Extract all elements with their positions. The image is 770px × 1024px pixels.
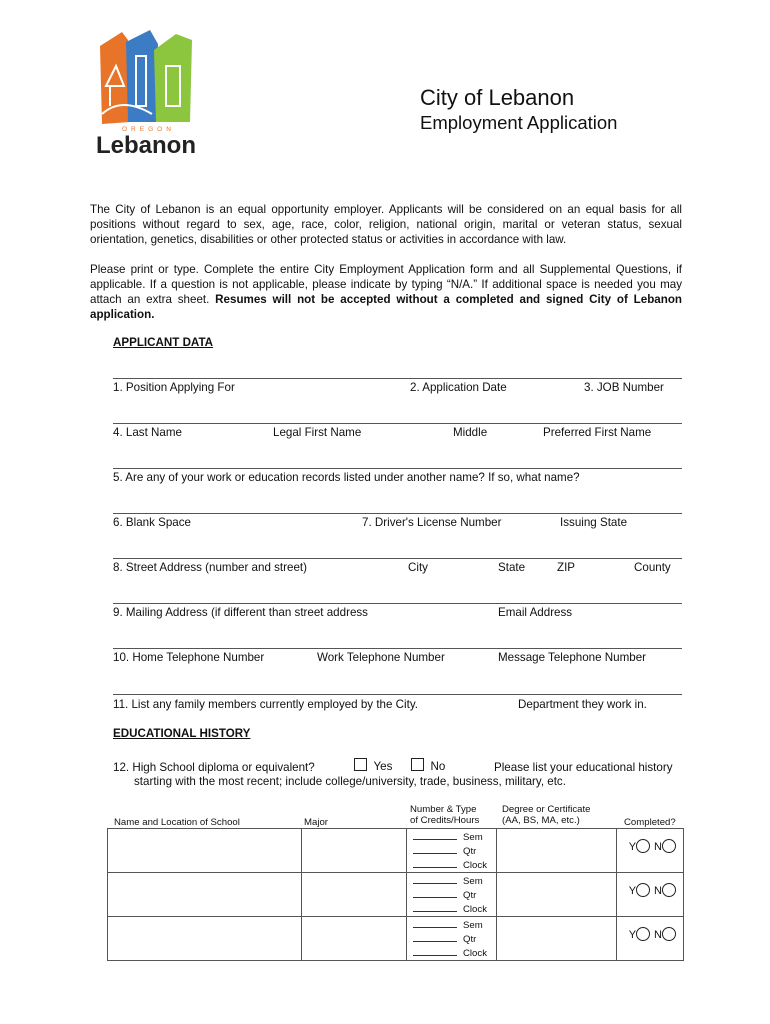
application-date-field[interactable]: 2. Application Date xyxy=(410,381,507,394)
city-logo xyxy=(92,26,204,159)
q12-label: 12. High School diploma or equivalent? xyxy=(113,761,315,774)
page-title: City of Lebanon xyxy=(420,85,575,110)
y-label: Y xyxy=(628,841,637,853)
unit-sem: Sem xyxy=(463,920,483,931)
home-phone-field[interactable]: 10. Home Telephone Number xyxy=(113,651,265,664)
col-degree-header xyxy=(502,804,591,826)
preferred-name-field[interactable]: Preferred First Name xyxy=(543,426,652,439)
no-radio[interactable] xyxy=(662,839,676,853)
table-row xyxy=(108,873,684,917)
divider xyxy=(113,558,682,559)
divider xyxy=(113,603,682,604)
unit-qtr: Qtr xyxy=(463,846,477,857)
degree-cell[interactable] xyxy=(497,873,617,917)
middle-name-field[interactable]: Middle xyxy=(453,426,488,439)
yes-checkbox[interactable] xyxy=(354,758,367,771)
list-history-text-2: starting with the most recent; include college/university, trade, business, military, etc. xyxy=(134,775,566,788)
n-label: N xyxy=(654,885,662,897)
school-cell[interactable] xyxy=(108,829,302,873)
degree-cell[interactable] xyxy=(497,829,617,873)
other-name-field[interactable]: 5. Are any of your work or education records listed under another name? If so, what name? xyxy=(113,471,580,484)
col-credits-line1: Number & Type xyxy=(410,804,477,815)
educational-history-heading: EDUCATIONAL HISTORY xyxy=(113,727,251,740)
zip-field[interactable]: ZIP xyxy=(557,561,576,574)
page-subtitle: Employment Application xyxy=(420,112,618,133)
y-label: Y xyxy=(628,929,637,941)
family-members-field[interactable]: 11. List any family members currently employed by the City. xyxy=(113,698,418,711)
yes-radio[interactable] xyxy=(636,839,650,853)
instructions-text: Please print or type. Complete the entire City Employment Application form and all Supplemental Questions, if applicable. If a question is not applicable, please indicate by typing “N/A.” If additional space is needed you may attach an extra sheet. xyxy=(90,263,682,306)
col-completed-header: Completed? xyxy=(624,817,676,828)
degree-cell[interactable] xyxy=(497,917,617,961)
unit-sem: Sem xyxy=(463,876,483,887)
street-address-field[interactable]: 8. Street Address (number and street) xyxy=(113,561,307,574)
unit-clock: Clock xyxy=(463,904,487,915)
applicant-data-heading: APPLICANT DATA xyxy=(113,336,214,349)
unit-sem: Sem xyxy=(463,832,483,843)
major-cell[interactable] xyxy=(302,829,407,873)
logo-lebanon-text: Lebanon xyxy=(96,132,196,159)
last-name-field[interactable]: 4. Last Name xyxy=(113,426,182,439)
unit-qtr: Qtr xyxy=(463,890,477,901)
col-major-header: Major xyxy=(304,817,328,828)
divider xyxy=(113,378,682,379)
instructions-bold: Resumes will not be accepted without a completed and signed City of Lebanon application. xyxy=(90,293,682,321)
unit-clock: Clock xyxy=(463,860,487,871)
col-school-header: Name and Location of School xyxy=(114,817,240,828)
yes-label: Yes xyxy=(373,760,393,773)
yes-radio[interactable] xyxy=(636,927,650,941)
county-field[interactable]: County xyxy=(634,561,671,574)
divider xyxy=(113,513,682,514)
col-degree-line2: (AA, BS, MA, etc.) xyxy=(502,815,580,826)
diploma-no-option[interactable] xyxy=(411,758,445,773)
first-name-field[interactable]: Legal First Name xyxy=(273,426,362,439)
work-phone-field[interactable]: Work Telephone Number xyxy=(317,651,445,664)
city-field[interactable]: City xyxy=(408,561,428,574)
major-cell[interactable] xyxy=(302,873,407,917)
credits-cell[interactable] xyxy=(407,873,497,917)
col-credits-line2: of Credits/Hours xyxy=(410,815,480,826)
credits-cell[interactable] xyxy=(407,917,497,961)
table-row xyxy=(108,829,684,873)
divider xyxy=(113,423,682,424)
yes-radio[interactable] xyxy=(636,883,650,897)
blank-space-field[interactable]: 6. Blank Space xyxy=(113,516,191,529)
email-field[interactable]: Email Address xyxy=(498,606,573,619)
table-row xyxy=(108,917,684,961)
col-degree-line1: Degree or Certificate xyxy=(502,804,591,815)
eeo-statement: The City of Lebanon is an equal opportunity employer. Applicants will be considered on an equal basis for all positions without regard to sex, age, race, color, religion, national origin, marital or veteran status, sexual orientation, genetics, disabilities or other protected status or activities in accordance with law. xyxy=(90,203,682,246)
completed-cell xyxy=(617,873,684,917)
col-credits-header xyxy=(410,804,479,826)
credits-cell[interactable] xyxy=(407,829,497,873)
divider xyxy=(113,694,682,695)
unit-clock: Clock xyxy=(463,948,487,959)
list-history-text: Please list your educational history xyxy=(494,761,673,774)
y-label: Y xyxy=(628,885,637,897)
divider xyxy=(113,468,682,469)
no-checkbox[interactable] xyxy=(411,758,424,771)
no-label: No xyxy=(430,760,446,773)
school-cell[interactable] xyxy=(108,917,302,961)
major-cell[interactable] xyxy=(302,917,407,961)
no-radio[interactable] xyxy=(662,927,676,941)
department-field[interactable]: Department they work in. xyxy=(518,698,647,711)
diploma-yes-option[interactable] xyxy=(354,758,392,773)
completed-cell xyxy=(617,829,684,873)
position-field[interactable]: 1. Position Applying For xyxy=(113,381,235,394)
state-field[interactable]: State xyxy=(498,561,526,574)
unit-qtr: Qtr xyxy=(463,934,477,945)
mailing-address-field[interactable]: 9. Mailing Address (if different than street address xyxy=(113,606,368,619)
completed-cell xyxy=(617,917,684,961)
n-label: N xyxy=(654,929,662,941)
logo-oregon-text: OREGON xyxy=(122,126,175,133)
no-radio[interactable] xyxy=(662,883,676,897)
license-number-field[interactable]: 7. Driver's License Number xyxy=(362,516,502,529)
n-label: N xyxy=(654,841,662,853)
school-cell[interactable] xyxy=(108,873,302,917)
job-number-field[interactable]: 3. JOB Number xyxy=(584,381,664,394)
message-phone-field[interactable]: Message Telephone Number xyxy=(498,651,647,664)
issuing-state-field[interactable]: Issuing State xyxy=(560,516,628,529)
divider xyxy=(113,648,682,649)
instructions xyxy=(90,262,682,322)
education-table xyxy=(107,828,684,961)
